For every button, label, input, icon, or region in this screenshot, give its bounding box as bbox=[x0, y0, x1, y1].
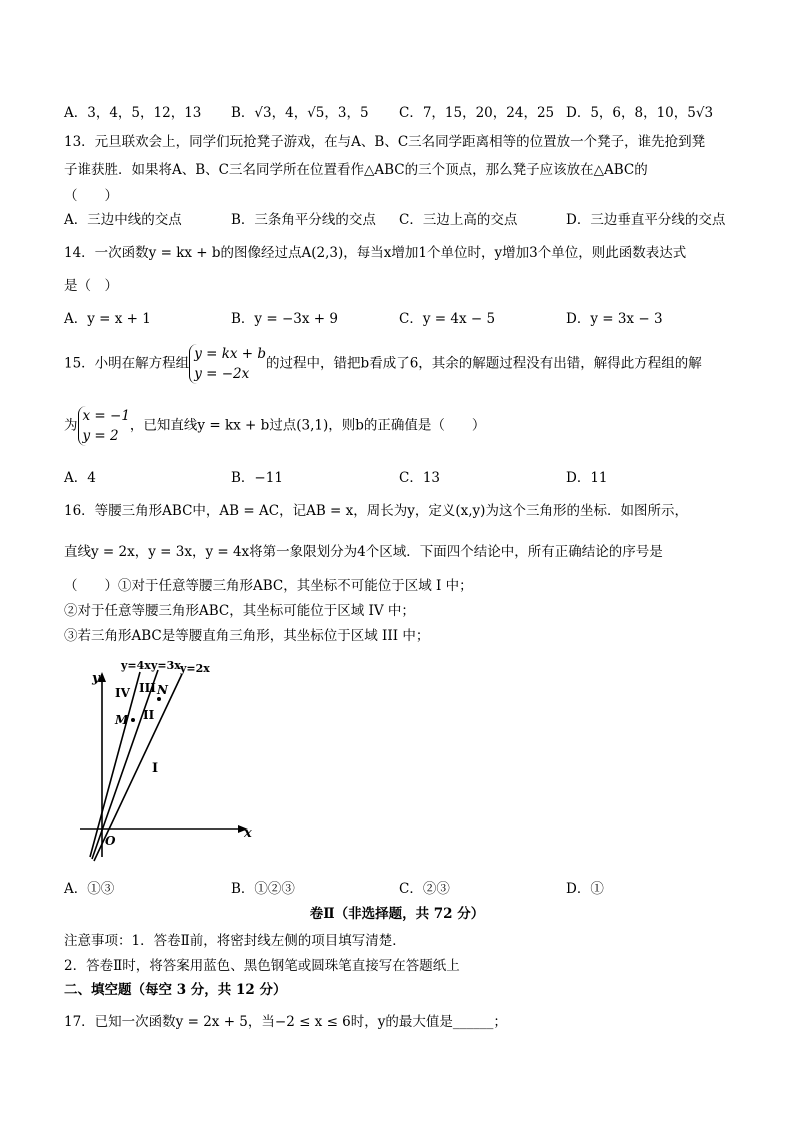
q17-line: 17．已知一次函数y = 2x + 5，当−2 ≤ x ≤ 6时，y的最大值是______； bbox=[64, 1014, 507, 1030]
q15-sol2: y = 2 bbox=[82, 428, 119, 444]
q12-option-a: A．3，4，5，12，13 bbox=[64, 105, 202, 121]
region-iv-label: IV bbox=[115, 686, 130, 700]
q15-line2-suffix: ，已知直线y = kx + b过点(3,1)，则b的正确值是（ ） bbox=[129, 417, 486, 434]
q13-line3: （ ） bbox=[64, 188, 118, 204]
region-iii-label: III bbox=[139, 681, 156, 695]
part2-note2: 2．答卷Ⅱ时，将答案用蓝色、黑色钢笔或圆珠笔直接写在答题纸上 bbox=[64, 958, 460, 974]
point-m bbox=[131, 718, 135, 722]
region-ii-label: II bbox=[143, 708, 155, 722]
q14-line2: 是（ ） bbox=[64, 278, 118, 294]
q16-line1: 16．等腰三角形ABC中，AB = AC，记AB = x，周长为y，定义(x,y)为这个三角形的坐标．如图所示， bbox=[64, 503, 688, 519]
label-y-3x: y=3x bbox=[151, 659, 181, 672]
q13-option-d: D．三边垂直平分线的交点 bbox=[566, 212, 726, 228]
q16-option-b: B．①②③ bbox=[231, 881, 295, 897]
q14-option-c: C．y = 4x − 5 bbox=[399, 311, 496, 327]
q14-line1: 14．一次函数y = kx + b的图像经过点A(2,3)，每当x增加1个单位时，y增加3个单位，则此函数表达式 bbox=[64, 245, 687, 261]
q15-suffix: 的过程中，错把b看成了6，其余的解题过程没有出错，解得此方程组的解 bbox=[266, 355, 702, 372]
q13-line1: 13．元旦联欢会上，同学们玩抢凳子游戏，在与A、B、C三名同学距离相等的位置放一个凳子，谁先抢到凳 bbox=[64, 134, 706, 150]
line-y-2x bbox=[94, 674, 182, 861]
point-m-label: M bbox=[115, 713, 129, 727]
section-heading: 二、填空题（每空 3 分，共 12 分） bbox=[64, 982, 287, 998]
point-n bbox=[157, 697, 161, 701]
q16-option-a: A．①③ bbox=[64, 881, 115, 897]
region-figure bbox=[62, 652, 262, 867]
q14-option-b: B．y = −3x + 9 bbox=[231, 311, 338, 327]
q15-option-a: A．4 bbox=[64, 470, 96, 486]
q16-option-d: D．① bbox=[566, 881, 604, 897]
q12-option-d: D．5，6，8，10，5√3 bbox=[566, 105, 714, 121]
q15-option-c: C．13 bbox=[399, 470, 441, 486]
x-axis-label: x bbox=[244, 826, 252, 841]
q13-option-b: B．三条角平分线的交点 bbox=[231, 212, 376, 228]
q15-option-d: D．11 bbox=[566, 470, 608, 486]
q13-line2: 子谁获胜．如果将A、B、C三名同学所在位置看作△ABC的三个顶点，那么凳子应该放在△ABC的 bbox=[64, 162, 648, 178]
q15-prefix: 15．小明在解方程组 bbox=[64, 355, 190, 372]
q15-option-b: B．−11 bbox=[231, 470, 283, 486]
q15-eq2: y = −2x bbox=[194, 366, 250, 382]
region-i-label: I bbox=[152, 761, 159, 776]
q15-system bbox=[189, 344, 266, 384]
q15-sol1: x = −1 bbox=[82, 408, 130, 424]
q13-option-c: C．三边上高的交点 bbox=[399, 212, 518, 228]
origin-label: O bbox=[105, 834, 116, 848]
q16-line4: ②对于任意等腰三角形ABC，其坐标可能位于区域 IV 中； bbox=[64, 603, 415, 619]
part2-title: 卷Ⅱ（非选择题，共 72 分） bbox=[309, 906, 485, 922]
point-n-label: N bbox=[157, 683, 168, 697]
q15-line1 bbox=[64, 344, 744, 384]
q16-line3: （ ）①对于任意等腰三角形ABC，其坐标不可能位于区域 I 中； bbox=[64, 578, 473, 594]
q13-option-a: A．三边中线的交点 bbox=[64, 212, 182, 228]
y-axis-label: y bbox=[92, 671, 100, 686]
q15-solution bbox=[78, 406, 130, 446]
q16-line2: 直线y = 2x，y = 3x，y = 4x将第一象限划分为4个区域．下面四个结论中，所有正确结论的序号是 bbox=[64, 544, 663, 560]
q14-option-d: D．y = 3x − 3 bbox=[566, 311, 663, 327]
label-y-4x: y=4x bbox=[121, 659, 151, 672]
q16-option-c: C．②③ bbox=[399, 881, 450, 897]
q12-option-c: C．7，15，20，24，25 bbox=[399, 105, 555, 121]
q16-line5: ③若三角形ABC是等腰直角三角形，其坐标位于区域 III 中； bbox=[64, 628, 430, 644]
q15-line2 bbox=[64, 406, 744, 446]
q15-eq1: y = kx + b bbox=[194, 346, 267, 362]
label-y-2x: y=2x bbox=[180, 662, 210, 675]
q12-option-b: B．√3，4，√5，3，5 bbox=[231, 105, 369, 121]
q15-line2-prefix: 为 bbox=[64, 417, 78, 434]
q14-option-a: A．y = x + 1 bbox=[64, 311, 151, 327]
part2-note1: 注意事项：1．答卷Ⅱ前，将密封线左侧的项目填写清楚． bbox=[64, 933, 406, 949]
